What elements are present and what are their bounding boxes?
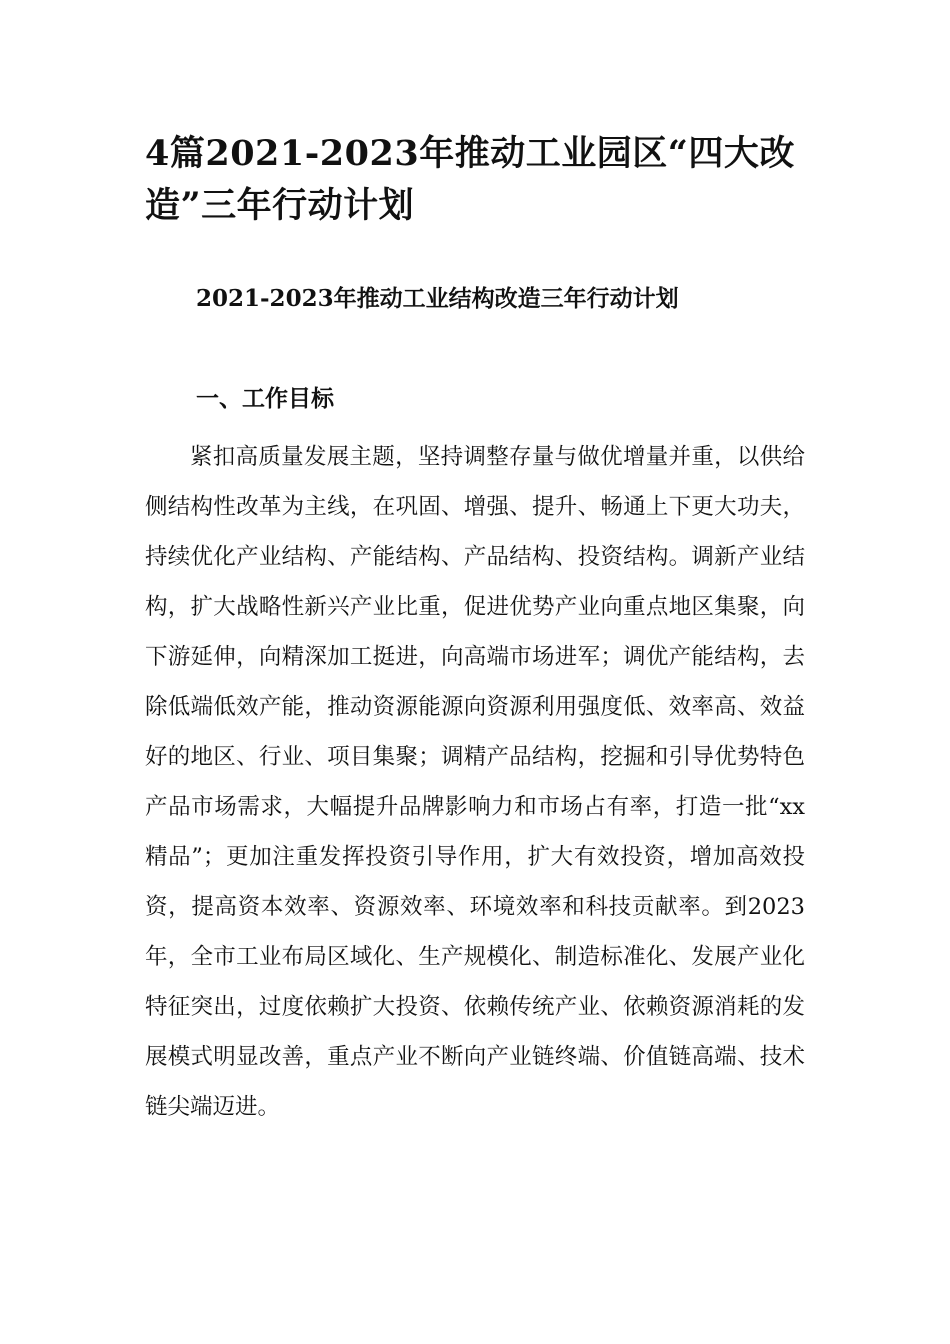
section-title: 2021-2023年推动工业结构改造三年行动计划	[196, 285, 679, 312]
heading-work-goals: 一、工作目标	[196, 385, 334, 412]
document-title: 4篇2021-2023年推动工业园区“四大改造”三年行动计划	[145, 133, 795, 226]
body-paragraph: 紧扣高质量发展主题，坚持调整存量与做优增量并重，以供给侧结构性改革为主线，在巩固、增强、提升、畅通上下更大功夫，持续优化产业结构、产能结构、产品结构、投资结构。调新产业结构，扩大战略性新兴产业比重，促进优势产业向重点地区集聚，向下游延伸，向精深加工挺进，向高端市场进军；调优产能结构，去除低端低效产能，推动资源能源向资源利用强度低、效率高、效益好的地区、行业、项目集聚；调精产品结构，挖掘和引导优势特色产品市场需求，大幅提升品牌影响力和市场占有率，打造一批“xx精品”；更加注重发挥投资引导作用，扩大有效投资，增加高效投资，提高资本效率、资源效率、环境效率和科技贡献率。到2023年，全市工业布局区域化、生产规模化、制造标准化、发展产业化特征突出，过度依赖扩大投资、依赖传统产业、依赖资源消耗的发展模式明显改善，重点产业不断向产业链终端、价值链高端、技术链尖端迈进。	[145, 444, 805, 1120]
